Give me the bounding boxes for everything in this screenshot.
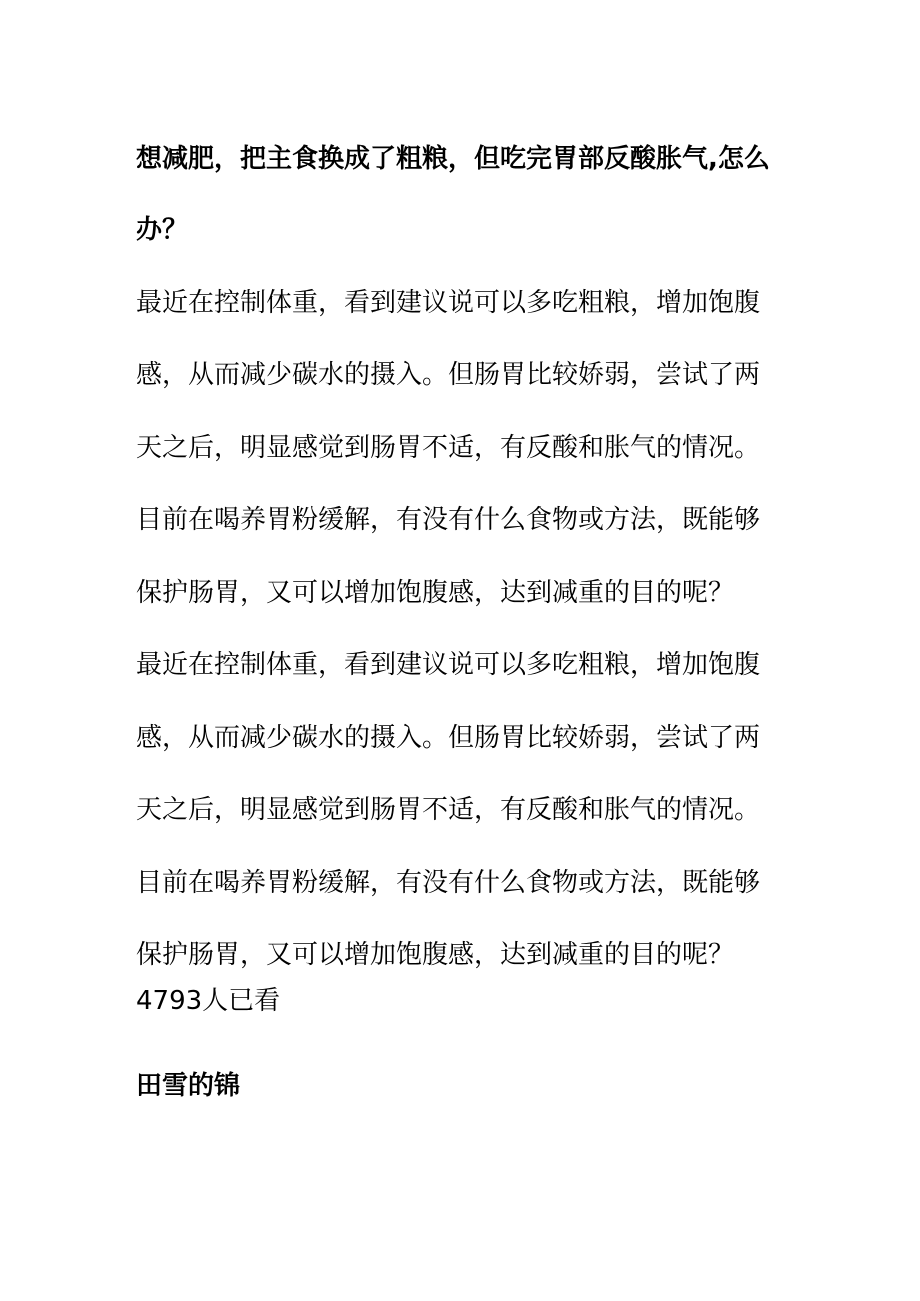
body-line: 最近在控制体重，看到建议说可以多吃粗粮，增加饱腹	[136, 650, 761, 680]
title-line: 办？	[136, 215, 189, 245]
body-line: 感，从而减少碳水的摄入。但肠胃比较娇弱，尝试了两	[136, 360, 761, 390]
author-name: 田雪的锦	[136, 1071, 241, 1101]
body-line: 最近在控制体重，看到建议说可以多吃粗粮，增加饱腹	[136, 288, 761, 318]
view-count: 4793人已看	[136, 986, 281, 1016]
body-line: 天之后，明显感觉到肠胃不适，有反酸和胀气的情况。	[136, 433, 761, 463]
title-line: 想减肥，把主食换成了粗粮，但吃完胃部反酸胀气,怎么	[136, 144, 770, 174]
body-line: 目前在喝养胃粉缓解，有没有什么食物或方法，既能够	[136, 505, 761, 535]
body-line: 保护肠胃，又可以增加饱腹感，达到减重的目的呢？	[136, 940, 735, 970]
body-line: 天之后，明显感觉到肠胃不适，有反酸和胀气的情况。	[136, 795, 761, 825]
body-line: 感，从而减少碳水的摄入。但肠胃比较娇弱，尝试了两	[136, 723, 761, 753]
body-line: 保护肠胃，又可以增加饱腹感，达到减重的目的呢？	[136, 578, 735, 608]
body-line: 目前在喝养胃粉缓解，有没有什么食物或方法，既能够	[136, 868, 761, 898]
